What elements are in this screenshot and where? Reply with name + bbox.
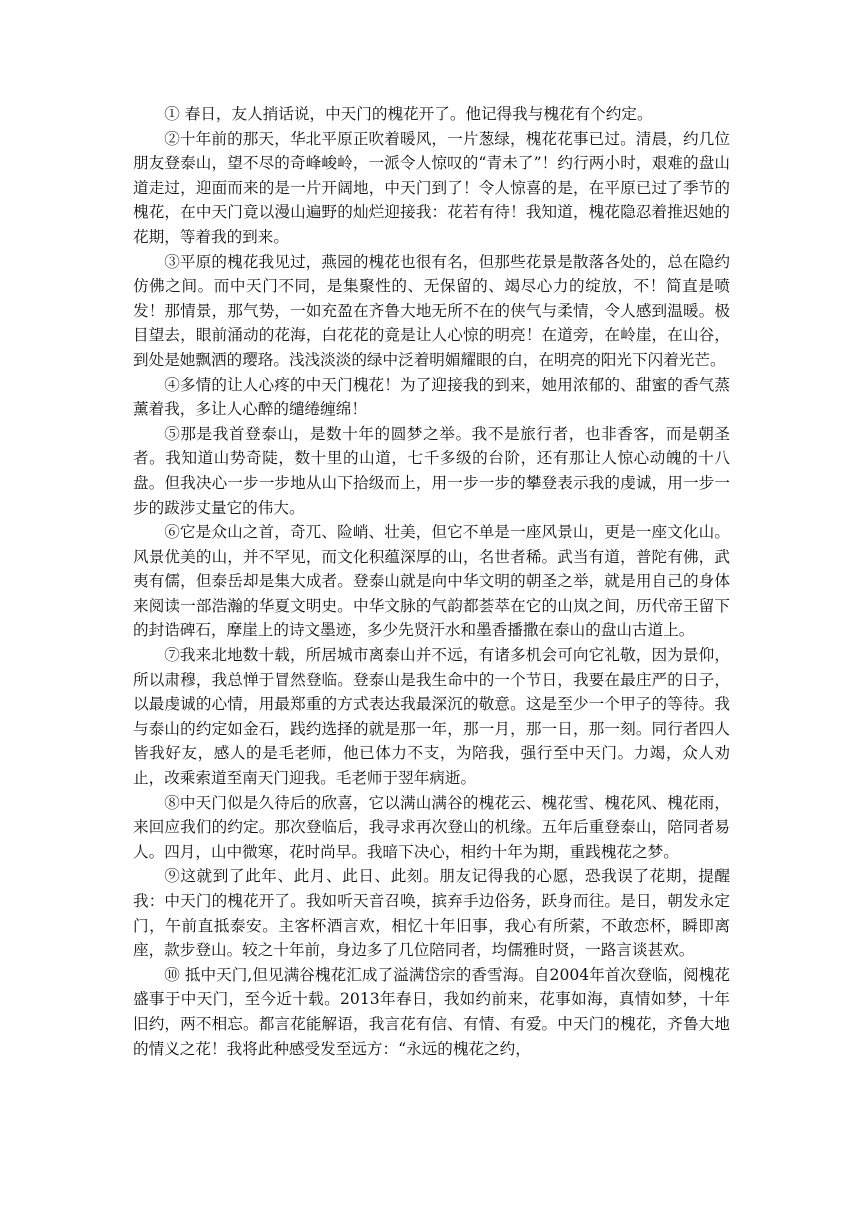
paragraph-10: ⑩ 抵中天门,但见满谷槐花汇成了溢满岱宗的香雪海。自2004年首次登临，阅槐花盛事于中天门，至今近十载。2013年春日，我如约前来，花事如海，真情如梦，十年旧约，两不相忘。都言花能解语，我言花有信、有情、有爱。中天门的槐花，齐鲁大地的情义之花！我将此种感受发至远方：“永远的槐花之约， (133, 965, 730, 1058)
paragraph-9: ⑨这就到了此年、此月、此日、此刻。朋友记得我的心愿，恐我误了花期，提醒我：中天门的槐花开了。我如听天音召唤，摈弃手边俗务，跃身而往。是日，朝发永定门，午前直抵泰安。主客杯酒言欢，相忆十年旧事，我心有所萦，不敢恋杯，瞬即离座，款步登山。较之十年前，身边多了几位陪同者，均儒雅时贤，一路言谈甚欢。 (133, 867, 730, 960)
paragraph-1: ① 春日，友人捎话说，中天门的槐花开了。他记得我与槐花有个约定。 (164, 105, 653, 123)
paragraph-3: ③平原的槐花我见过，燕园的槐花也很有名，但那些花景是散落各处的，总在隐约仿佛之间。而中天门不同，是集聚性的、无保留的、竭尽心力的绽放，不！简直是喷发！那情景，那气势，一如充盈在齐鲁大地无所不在的侠气与柔情，令人感到温暖。极目望去，眼前涌动的花海，白花花的竟是让人心惊的明亮！在道旁，在岭崖，在山谷，到处是她飘洒的璎珞。浅浅淡淡的绿中泛着明媚耀眼的白，在明亮的阳光下闪着光芒。 (133, 252, 730, 369)
paragraph-7: ⑦我来北地数十载，所居城市离泰山并不远，有诸多机会可向它礼敬，因为景仰，所以肃穆，我总惮于冒然登临。登泰山是我生命中的一个节日，我要在最庄严的日子，以最虔诚的心情，用最郑重的方式表达我最深沉的敬意。这是至少一个甲子的等待。我与泰山的约定如金石，践约选择的就是那一年，那一月，那一日，那一刻。同行者四人皆我好友，感人的是毛老师，他已体力不支，为陪我，强行至中天门。力竭，众人劝止，改乘索道至南天门迎我。毛老师于翌年病逝。 (133, 646, 730, 788)
paragraph-6: ⑥它是众山之首，奇兀、险峭、壮美，但它不单是一座风景山，更是一座文化山。风景优美的山，并不罕见，而文化积蕴深厚的山，名世者稀。武当有道，普陀有佛，武夷有儒，但泰岳却是集大成者。登泰山就是向中华文明的朝圣之举，就是用自己的身体来阅读一部浩瀚的华夏文明史。中华文脉的气韵都荟萃在它的山岚之间，历代帝王留下的封诰碑石，摩崖上的诗文墨迹，多少先贤汗水和墨香播撒在泰山的盘山古道上。 (133, 523, 730, 640)
article-body (133, 102, 730, 1061)
paragraph-8: ⑧中天门似是久待后的欣喜，它以满山满谷的槐花云、槐花雪、槐花风、槐花雨，来回应我们的约定。那次登临后，我寻求再次登山的机缘。五年后重登泰山，陪同者易人。四月，山中微寒，花时尚早。我暗下决心，相约十年为期，重践槐花之梦。 (133, 793, 730, 861)
paragraph-4: ④多情的让人心疼的中天门槐花！为了迎接我的到来，她用浓郁的、甜蜜的香气蒸薰着我，多让人心醉的缱绻缠绵！ (133, 375, 730, 419)
paragraph-5: ⑤那是我首登泰山，是数十年的圆梦之举。我不是旅行者，也非香客，而是朝圣者。我知道山势奇陡，数十里的山道，七千多级的台阶，还有那让人惊心动魄的十八盘。但我决心一步一步地从山下拾级而上，用一步一步的攀登表示我的虔诚，用一步一步的跋涉丈量它的伟大。 (133, 424, 730, 517)
paragraph-2: ②十年前的那天，华北平原正吹着暖风，一片葱绿，槐花花事已过。清晨，约几位朋友登泰山，望不尽的奇峰峻岭，一派令人惊叹的“青未了”！约行两小时，艰难的盘山道走过，迎面而来的是一片开阔地，中天门到了！令人惊喜的是，在平原已过了季节的槐花，在中天门竟以漫山遍野的灿烂迎接我：花若有待！我知道，槐花隐忍着推迟她的花期，等着我的到来。 (133, 129, 730, 246)
